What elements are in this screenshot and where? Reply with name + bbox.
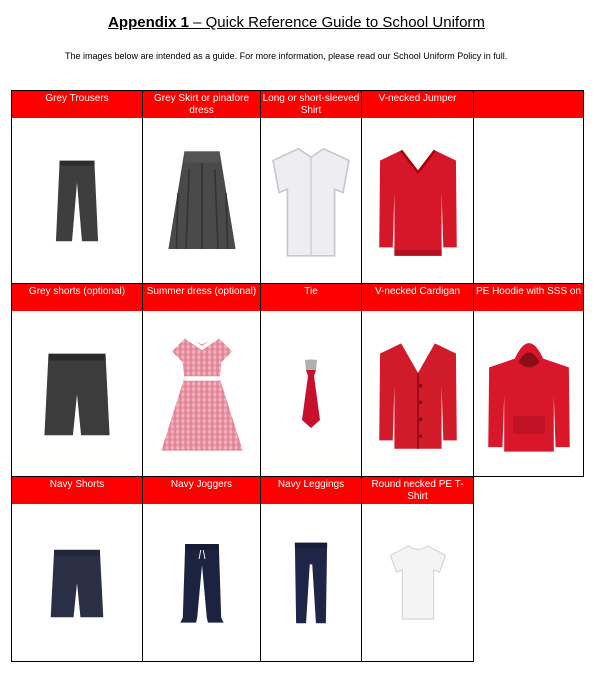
leggings-icon xyxy=(261,505,361,661)
item-label: V-necked Cardigan xyxy=(362,284,473,311)
jumper-icon xyxy=(362,119,473,283)
uniform-item-cell xyxy=(361,283,474,477)
tie-icon xyxy=(261,312,361,476)
item-label: Grey Skirt or pinafore dress xyxy=(143,91,260,118)
joggers-icon xyxy=(143,505,260,661)
uniform-item-cell xyxy=(361,90,474,284)
uniform-item-cell xyxy=(473,283,584,477)
item-label: V-necked Jumper xyxy=(362,91,473,118)
item-label: PE Hoodie with SSS on xyxy=(474,284,583,311)
item-label: Grey shorts (optional) xyxy=(12,284,142,311)
uniform-item-cell xyxy=(142,90,261,284)
navy-shorts-icon xyxy=(12,505,142,661)
uniform-item-cell xyxy=(142,476,261,662)
uniform-item-cell xyxy=(11,90,143,284)
uniform-item-cell xyxy=(260,476,362,662)
tshirt-icon xyxy=(362,505,473,661)
shorts-icon xyxy=(12,312,142,476)
trousers-icon xyxy=(12,119,142,283)
hoodie-icon xyxy=(474,312,583,476)
item-label: Navy Leggings xyxy=(261,477,361,504)
uniform-item-cell xyxy=(11,283,143,477)
skirt-icon xyxy=(143,119,260,283)
item-label: Round necked PE T-Shirt xyxy=(362,477,473,504)
cardigan-icon xyxy=(362,312,473,476)
uniform-item-cell xyxy=(473,90,584,284)
page-title xyxy=(0,14,593,31)
title-text: – Quick Reference Guide to School Uniform xyxy=(188,14,485,31)
dress-icon xyxy=(143,312,260,476)
item-label: Navy Joggers xyxy=(143,477,260,504)
item-label xyxy=(474,91,583,118)
intro-paragraph: The images below are intended as a guide. For more information, please read our School Uniform Policy in full. xyxy=(65,51,508,61)
item-label: Summer dress (optional) xyxy=(143,284,260,311)
uniform-item-cell xyxy=(260,90,362,284)
uniform-item-cell xyxy=(361,476,474,662)
item-label: Tie xyxy=(261,284,361,311)
uniform-item-cell xyxy=(142,283,261,477)
item-label: Long or short-sleeved Shirt xyxy=(262,93,360,116)
uniform-item-cell xyxy=(260,283,362,477)
uniform-item-cell xyxy=(11,476,143,662)
shirt-icon xyxy=(261,119,361,283)
appendix-label: Appendix 1 xyxy=(108,14,189,31)
item-label: Navy Shorts xyxy=(12,477,142,504)
item-label: Grey Trousers xyxy=(12,91,142,118)
